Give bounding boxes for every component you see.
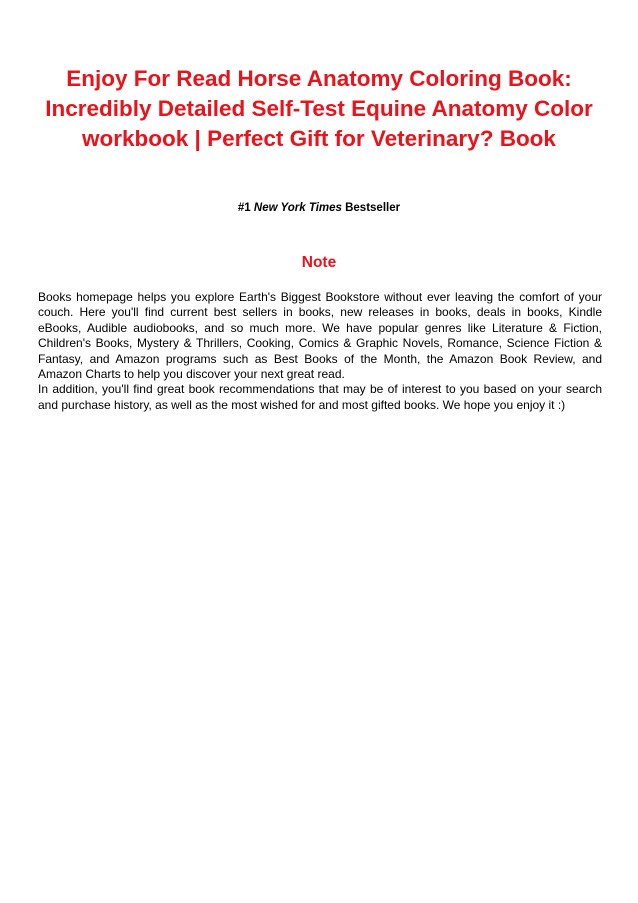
note-paragraph: In addition, you'll find great book recommendations that may be of interest to you based on your search and purchase history, as well as the most wished for and most gifted books. We hope you enjoy it :) xyxy=(38,382,602,412)
bestseller-label: Bestseller xyxy=(345,202,401,214)
bestseller-publication: New York Times xyxy=(253,202,342,214)
note-heading: Note xyxy=(301,254,337,271)
bestseller-line xyxy=(0,201,638,215)
note-body xyxy=(38,290,602,413)
book-title: Enjoy For Read Horse Anatomy Coloring Book: Incredibly Detailed Self-Test Equine Anatomy Color workbook | Perfect Gift for Veterinary? Book xyxy=(45,66,593,151)
note-paragraph: Books homepage helps you explore Earth's Biggest Bookstore without ever leaving the comfort of your couch. Here you'll find current best sellers in books, new releases in books, deals in books, Kindle eBooks, Audible audiobooks, and so much more. We have popular genres like Literature & Fiction, Children's Books, Mystery & Thrillers, Cooking, Comics & Graphic Novels, Romance, Science Fiction & Fantasy, and Amazon programs such as Best Books of the Month, the Amazon Book Review, and Amazon Charts to help you discover your next great read. xyxy=(38,290,602,382)
bestseller-rank: #1 xyxy=(237,202,251,214)
